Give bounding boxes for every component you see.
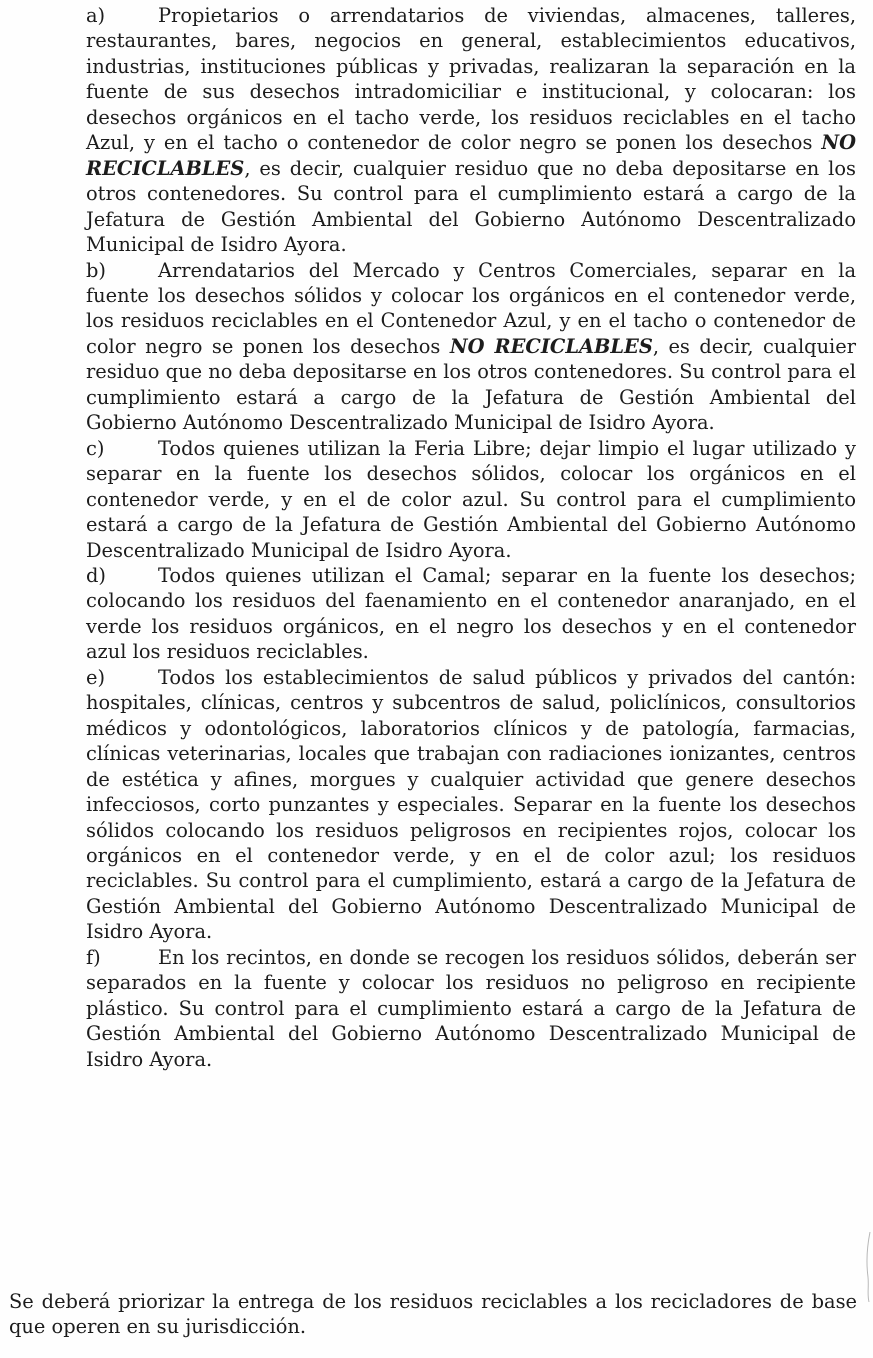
list-item-d xyxy=(86,563,856,665)
closing-paragraph: Se deberá priorizar la entrega de los residuos reciclables a los recicladores de base que operen en su jurisdicción. xyxy=(9,1290,857,1339)
item-marker: d) xyxy=(86,563,106,587)
list-item-e xyxy=(86,665,856,945)
list-item-a xyxy=(86,3,856,258)
item-text: Todos quienes utilizan la Feria Libre; dejar limpio el lugar utilizado y separar en la fuente los desechos sólidos, colocar los orgánicos en el contenedor verde, y en el de color azul. Su control para el cumplimiento estará a cargo de la Jefatura de Gestión Ambiental del Gobierno Autónomo Descentralizado Municipal de Isidro Ayora. xyxy=(86,436,856,562)
list-item-f xyxy=(86,945,856,1072)
obligations-list xyxy=(86,3,856,1072)
item-text-continued: , es decir, cualquier residuo que no deba depositarse en los otros contenedores. Su control para el cumplimiento estará a cargo de la Jefatura de Gestión Ambiental del Gobierno Autónomo Descentralizado Municipal de Isidro Ayora. xyxy=(86,334,857,435)
item-text: Todos quienes utilizan el Camal; separar en la fuente los desechos; colocando los residuos del faenamiento en el contenedor anaranjado, en el verde los residuos orgánicos, en el negro los desechos y en el contenedor azul los residuos reciclables. xyxy=(86,563,856,664)
item-text: Todos los establecimientos de salud públicos y privados del cantón: hospitales, clínicas, centros y subcentros de salud, policlínicos, consultorios médicos y odontológicos, laboratorios clínicos y de patología, farmacias, clínicas veterinarias, locales que trabajan con radiaciones ionizantes, centros de estética y afines, morgues y cualquier actividad que genere desechos infecciosos, corto punzantes y especiales. Separar en la fuente los desechos sólidos colocando los residuos peligrosos en recipientes rojos, colocar los orgánicos en el contenedor verde, y en el de color azul; los residuos reciclables. Su control para el cumplimiento, estará a cargo de la Jefatura de Gestión Ambiental del Gobierno Autónomo Descentralizado Municipal de Isidro Ayora. xyxy=(86,665,856,944)
item-marker: c) xyxy=(86,436,105,460)
item-text-continued: , es decir, cualquier residuo que no deba depositarse en los otros contenedores. Su control para el cumplimiento estará a cargo de la Jefatura de Gestión Ambiental del Gobierno Autónomo Descentralizado Municipal de Isidro Ayora. xyxy=(86,156,856,257)
item-marker: b) xyxy=(86,258,106,282)
emphasis-no-reciclables: NO RECICLABLES xyxy=(449,334,653,358)
item-text: En los recintos, en donde se recogen los residuos sólidos, deberán ser separados en la fuente y colocar los residuos no peligroso en recipiente plástico. Su control para el cumplimiento estará a cargo de la Jefatura de Gestión Ambiental del Gobierno Autónomo Descentralizado Municipal de Isidro Ayora. xyxy=(86,945,856,1071)
list-item-c xyxy=(86,436,856,563)
item-text: Arrendatarios del Mercado y Centros Comerciales, separar en la fuente los desechos sólidos y colocar los orgánicos en el contenedor verde, los residuos reciclables en el Contenedor Azul, y en el tacho o contenedor de color negro se ponen los desechos xyxy=(86,258,856,358)
item-marker: f) xyxy=(86,945,101,969)
emphasis-no-reciclables: NO RECICLABLES xyxy=(86,131,856,180)
item-text: Propietarios o arrendatarios de viviendas, almacenes, talleres, restaurantes, bares, negocios en general, establecimientos educativos, industrias, instituciones públicas y privadas, realizaran la separación en la fuente de sus desechos intradomiciliar e institucional, y colocaran: los desechos orgánicos en el tacho verde, los residuos reciclables en el tacho Azul, y en el tacho o contenedor de color negro se ponen los desechos xyxy=(86,4,856,155)
item-marker: e) xyxy=(86,665,106,689)
list-item-b xyxy=(86,258,856,436)
item-marker: a) xyxy=(86,4,106,27)
scan-edge-mark xyxy=(865,1232,871,1302)
